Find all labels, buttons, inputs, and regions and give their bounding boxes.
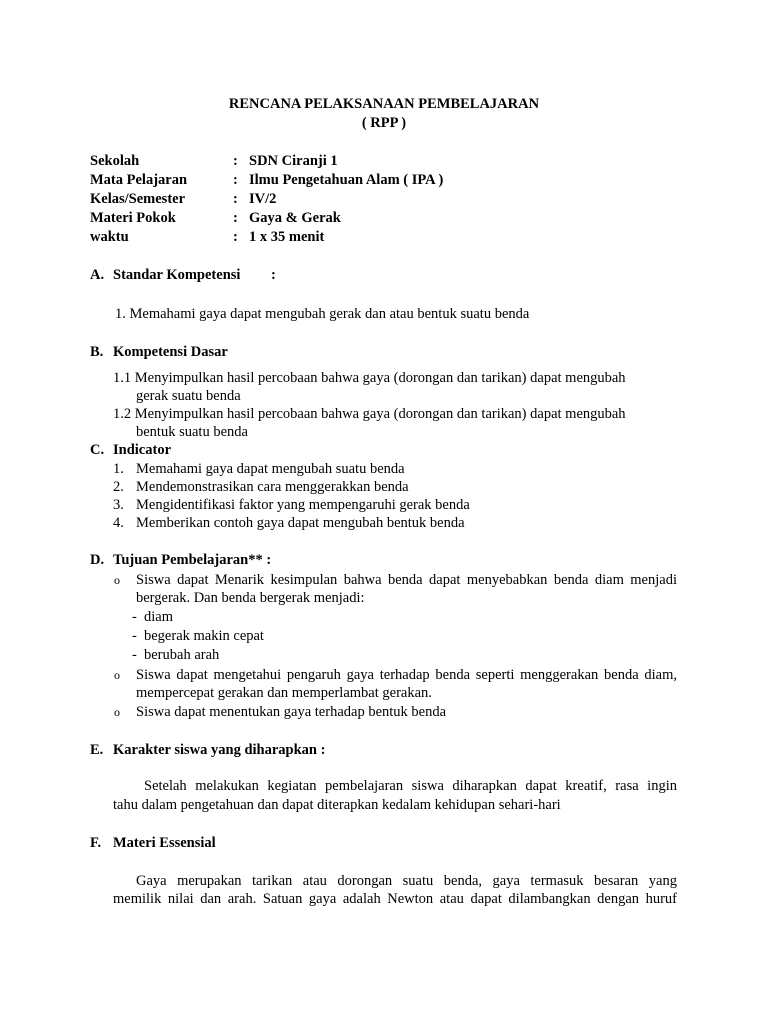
section-a-letter: A. bbox=[90, 267, 105, 283]
identity-label: waktu bbox=[90, 229, 129, 245]
sub-item: begerak makin cepat bbox=[144, 628, 264, 644]
identity-label: Sekolah bbox=[90, 153, 140, 169]
objective-line: mempercepat gerakan dan memperlambat gerakan. bbox=[136, 685, 432, 701]
identity-label: Materi Pokok bbox=[90, 210, 176, 226]
bullet-circle-icon: o bbox=[114, 573, 120, 587]
sub-item: berubah arah bbox=[144, 647, 220, 663]
document-subtitle: ( RPP ) bbox=[361, 115, 407, 131]
identity-colon: : bbox=[233, 153, 238, 169]
identity-colon: : bbox=[233, 172, 238, 188]
indicator-number: 2. bbox=[113, 479, 124, 495]
indicator-text: Memahami gaya dapat mengubah suatu benda bbox=[136, 461, 405, 477]
section-b-item-line: 1.2 Menyimpulkan hasil percobaan bahwa gaya (dorongan dan tarikan) dapat mengubah bbox=[113, 406, 626, 422]
section-a-colon: : bbox=[271, 267, 276, 283]
section-b-letter: B. bbox=[90, 344, 104, 360]
indicator-number: 1. bbox=[113, 461, 124, 477]
identity-value: Gaya & Gerak bbox=[249, 210, 341, 226]
section-a-item: 1. Memahami gaya dapat mengubah gerak dan atau bentuk suatu benda bbox=[115, 306, 530, 322]
objective-line: Siswa dapat mengetahui pengaruh gaya terhadap benda seperti menggerakan benda diam, bbox=[136, 667, 677, 683]
dash-bullet: - bbox=[132, 609, 137, 625]
indicator-text: Memberikan contoh gaya dapat mengubah bentuk benda bbox=[136, 515, 465, 531]
indicator-text: Mengidentifikasi faktor yang mempengaruhi gerak benda bbox=[136, 497, 470, 513]
objective-line: Siswa dapat Menarik kesimpulan bahwa benda dapat menyebabkan benda diam menjadi bbox=[136, 572, 677, 588]
section-d-letter: D. bbox=[90, 552, 105, 568]
section-b-item-line: bentuk suatu benda bbox=[136, 424, 248, 440]
bullet-circle-icon: o bbox=[114, 705, 120, 719]
section-b-heading: Kompetensi Dasar bbox=[113, 344, 228, 360]
document-title: RENCANA PELAKSANAAN PEMBELAJARAN bbox=[228, 96, 540, 112]
section-a-heading: Standar Kompetensi bbox=[113, 267, 241, 283]
identity-label: Mata Pelajaran bbox=[90, 172, 188, 188]
identity-colon: : bbox=[233, 210, 238, 226]
sub-item: diam bbox=[144, 609, 173, 625]
section-e-letter: E. bbox=[90, 742, 104, 758]
indicator-text: Mendemonstrasikan cara menggerakkan benda bbox=[136, 479, 409, 495]
identity-colon: : bbox=[233, 229, 238, 245]
section-c-letter: C. bbox=[90, 442, 105, 458]
identity-value: 1 x 35 menit bbox=[249, 229, 325, 245]
section-e-paragraph-line: Setelah melakukan kegiatan pembelajaran siswa diharapkan dapat kreatif, rasa ingin bbox=[144, 778, 677, 794]
section-f-paragraph-line: memilik nilai dan arah. Satuan gaya adalah Newton atau dapat dilambangkan dengan huruf bbox=[113, 891, 677, 907]
section-d-heading: Tujuan Pembelajaran** : bbox=[113, 552, 272, 568]
section-c-heading: Indicator bbox=[113, 442, 171, 458]
section-f-paragraph-line: Gaya merupakan tarikan atau dorongan suatu benda, gaya termasuk besaran yang bbox=[136, 873, 677, 889]
objective-line: Siswa dapat menentukan gaya terhadap bentuk benda bbox=[136, 704, 447, 720]
objective-line: bergerak. Dan benda bergerak menjadi: bbox=[136, 590, 365, 606]
section-b-item-line: 1.1 Menyimpulkan hasil percobaan bahwa gaya (dorongan dan tarikan) dapat mengubah bbox=[113, 370, 626, 386]
identity-label: Kelas/Semester bbox=[90, 191, 186, 207]
section-e-heading: Karakter siswa yang diharapkan : bbox=[113, 742, 326, 758]
identity-colon: : bbox=[233, 191, 238, 207]
indicator-number: 4. bbox=[113, 515, 124, 531]
identity-value: SDN Ciranji 1 bbox=[249, 153, 338, 169]
dash-bullet: - bbox=[132, 647, 137, 663]
dash-bullet: - bbox=[132, 628, 137, 644]
section-f-heading: Materi Essensial bbox=[113, 835, 216, 851]
bullet-circle-icon: o bbox=[114, 668, 120, 682]
indicator-number: 3. bbox=[113, 497, 124, 513]
section-b-item-line: gerak suatu benda bbox=[136, 388, 241, 404]
section-f-letter: F. bbox=[90, 835, 102, 851]
section-e-paragraph-line: tahu dalam pengetahuan dan dapat diterapkan kedalam kehidupan sehari-hari bbox=[113, 797, 561, 813]
identity-value: IV/2 bbox=[249, 191, 277, 207]
identity-value: Ilmu Pengetahuan Alam ( IPA ) bbox=[249, 172, 444, 188]
